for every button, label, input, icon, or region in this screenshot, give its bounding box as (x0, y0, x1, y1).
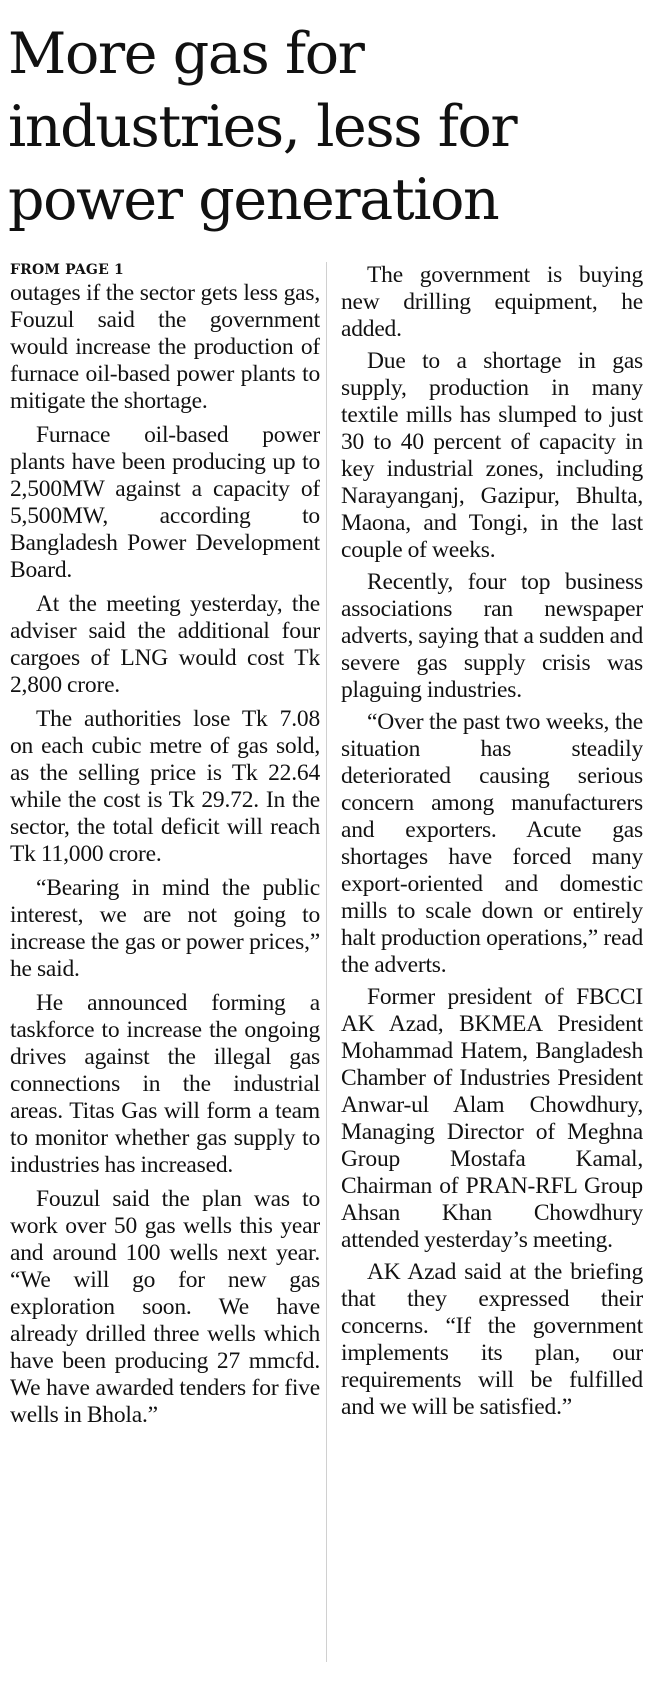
left-paragraph-7: Fouzul said the plan was to work over 50 gas wells this year and around 100 wells next year. “We will go for new gas exploration soon. We have already drilled three wells which have been producing 27 mmcfd. We have awarded tenders for five wells in Bhola.” (10, 1186, 320, 1428)
left-paragraph-5: “Bearing in mind the public interest, we are not going to increase the gas or power prices,” he said. (10, 875, 320, 982)
left-column (10, 262, 320, 1672)
headline-line-1: More gas for (8, 21, 364, 87)
left-paragraph-1: outages if the sector gets less gas, Fouzul said the government would increase the production of furnace oil-based power plants to mitigate the shortage. (10, 280, 320, 414)
column-divider (326, 262, 327, 1662)
right-paragraph-3: Recently, four top business associations ran newspaper adverts, saying that a sudden and severe gas supply crisis was plaguing industries. (341, 569, 643, 703)
continuation-kicker: FROM PAGE 1 (10, 262, 124, 278)
right-paragraph-6: AK Azad said at the briefing that they expressed their concerns. “If the government implements its plan, our requirements will be fulfilled and we will be satisfied.” (341, 1259, 643, 1420)
left-paragraph-2: Furnace oil-based power plants have been producing up to 2,500MW against a capacity of 5,500MW, according to Bangladesh Power Development Board. (10, 422, 320, 583)
headline-line-2: industries, less for (8, 94, 517, 160)
left-paragraph-4: The authorities lose Tk 7.08 on each cubic metre of gas sold, as the selling price is Tk 22.64 while the cost is Tk 29.72. In the sector, the total deficit will reach Tk 11,000 crore. (10, 706, 320, 867)
right-paragraph-5: Former president of FBCCI AK Azad, BKMEA President Mohammad Hatem, Bangladesh Chamber of Industries President Anwar-ul Alam Chowdhury, Managing Director of Meghna Group Mostafa Kamal, Chairman of PRAN-RFL Group Ahsan Khan Chowdhury attended yesterday’s meeting. (341, 984, 643, 1253)
right-column (341, 262, 643, 1672)
left-paragraph-3: At the meeting yesterday, the adviser said the additional four cargoes of LNG would cost Tk 2,800 crore. (10, 591, 320, 698)
headline (8, 18, 638, 237)
headline-line-3: power generation (8, 167, 499, 233)
right-paragraph-2: Due to a shortage in gas supply, production in many textile mills has slumped to just 30 to 40 percent of capacity in key industrial zones, including Narayanganj, Gazipur, Bhulta, Maona, and Tongi, in the last couple of weeks. (341, 348, 643, 563)
left-paragraph-6: He announced forming a taskforce to increase the ongoing drives against the illegal gas connections in the industrial areas. Titas Gas will form a team to monitor whether gas supply to industries has increased. (10, 990, 320, 1178)
right-paragraph-1: The government is buying new drilling equipment, he added. (341, 262, 643, 342)
right-paragraph-4: “Over the past two weeks, the situation has steadily deteriorated causing serious concern among manufacturers and exporters. Acute gas shortages have forced many export-oriented and domestic mills to scale down or entirely halt production operations,” read the adverts. (341, 709, 643, 978)
